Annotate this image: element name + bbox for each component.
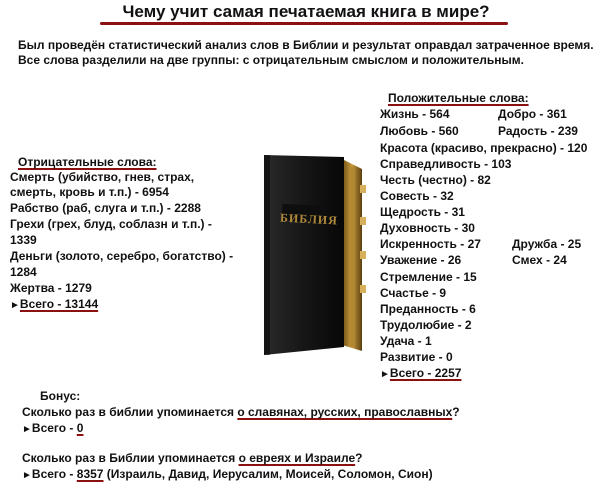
positive-heading: Положительные слова: [388,91,529,105]
positive-item: Преданность - 6 [380,302,476,316]
negative-total [10,297,98,313]
positive-total [380,366,461,382]
bible-book-illustration [258,155,370,355]
bonus-q2-topic: о евреях и Израиле [238,451,356,465]
bonus-q1-suffix: ? [452,405,460,419]
positive-item: Радость - 239 [498,124,578,138]
negative-heading: Отрицательные слова: [18,155,157,169]
arrow-right-icon: ► [22,424,32,435]
negative-line: смерть, кровь и т.п.) - 6954 [10,185,169,199]
positive-item: Добро - 361 [498,107,567,121]
positive-item: Справедливость - 103 [380,157,512,171]
arrow-right-icon: ► [380,369,390,380]
positive-item: Дружба - 25 [512,237,582,251]
title-underline [100,22,508,25]
book-cover-title: БИБЛИЯ [279,210,339,228]
bonus-a1-value: 0 [76,421,84,435]
positive-item: Стремление - 15 [380,270,477,284]
negative-total-value: Всего - 13144 [19,297,99,311]
arrow-right-icon: ► [22,470,32,481]
bonus-q2-suffix: ? [355,451,363,465]
positive-item: Удача - 1 [380,334,432,348]
positive-item: Развитие - 0 [380,350,453,364]
positive-item: Жизнь - 564 [380,107,450,121]
bonus-a1-prefix: Всего - [31,421,77,435]
bonus-question-1 [22,405,460,420]
positive-item: Духовность - 30 [380,221,475,235]
positive-item: Любовь - 560 [380,124,459,138]
negative-line: Рабство (раб, слуга и т.п.) - 2288 [10,201,201,215]
positive-item: Уважение - 26 [380,253,462,267]
negative-line: Деньги (золото, серебро, богатство) - [10,249,234,263]
bonus-a2-value: 8357 [76,467,104,481]
positive-item: Искренность - 27 [380,237,481,251]
page-title: Чему учит самая печатаемая книга в мире? [122,2,490,21]
bonus-a2-suffix: (Израиль, Давид, Иерусалим, Моисей, Соломон, Сион) [103,467,433,481]
positive-item: Щедрость - 31 [380,205,465,219]
bonus-question-2 [22,451,362,466]
positive-item: Совесть - 32 [380,189,454,203]
negative-line: 1284 [10,265,37,279]
bonus-heading: Бонус: [40,389,81,403]
bonus-q1-prefix: Сколько раз в библии упоминается [22,405,238,419]
bonus-answer-2 [22,467,433,483]
positive-item: Смех - 24 [512,253,567,267]
positive-item: Счастье - 9 [380,286,447,300]
positive-item: Честь (честно) - 82 [380,173,491,187]
bonus-q2-prefix: Сколько раз в Библии упоминается [22,451,239,465]
positive-total-value: Всего - 2257 [389,366,462,380]
negative-line: Смерть (убийство, гнев, страх, [10,170,195,184]
positive-item: Трудолюбие - 2 [380,318,472,332]
negative-line: Грехи (грех, блуд, соблазн и т.п.) - [10,217,212,231]
positive-item: Красота (красиво, прекрасно) - 120 [380,141,588,155]
intro-text: Был проведён статистический анализ слов в Библии и результат оправдал затраченное время. Все слова разделили на две группы: с отрицательным смыслом и положительным. [18,38,594,67]
bonus-q1-topic: о славянах, русских, православных [237,405,453,419]
arrow-right-icon: ► [10,300,20,311]
negative-line: Жертва - 1279 [10,281,92,295]
bonus-answer-1 [22,421,83,437]
negative-line: 1339 [10,233,37,247]
bonus-a2-prefix: Всего - [31,467,77,481]
